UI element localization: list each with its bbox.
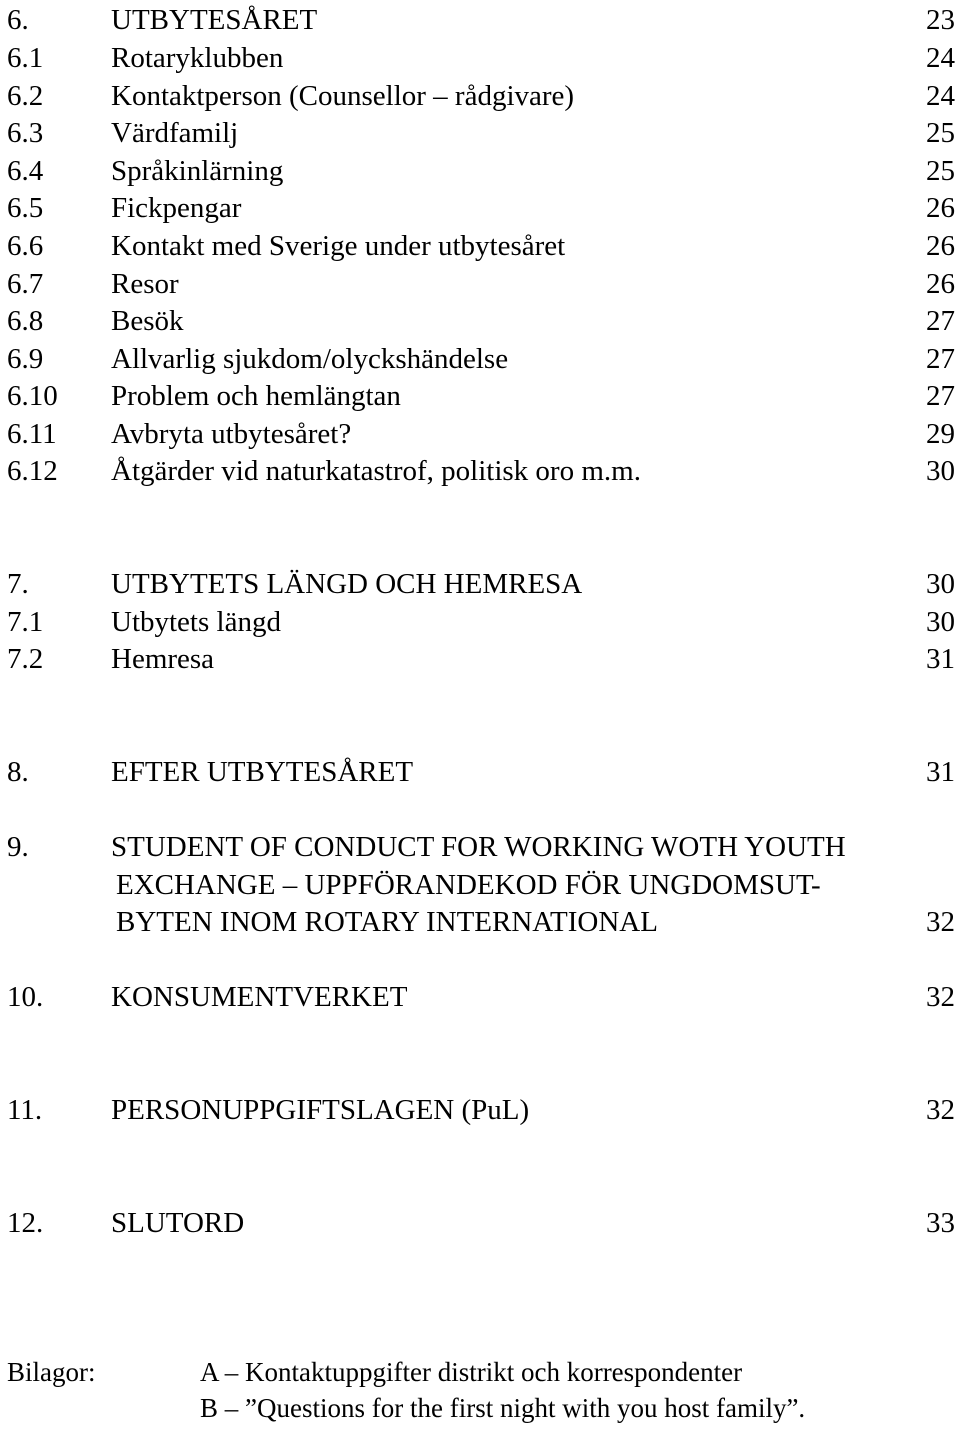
toc-page-number: 30 — [926, 568, 955, 600]
toc-title: Värdfamilj — [111, 117, 239, 149]
toc-entry-section-7 — [0, 570, 960, 604]
toc-title: EFTER UTBYTESÅRET — [111, 756, 414, 788]
toc-entry-6-4 — [0, 157, 960, 191]
toc-title: SLUTORD — [111, 1207, 245, 1239]
toc-number: 7. — [7, 568, 29, 600]
toc-page-number: 23 — [926, 4, 955, 36]
toc-number: 6.5 — [7, 192, 44, 224]
toc-page-number: 33 — [926, 1207, 955, 1239]
toc-page-number: 26 — [926, 192, 955, 224]
toc-number: 9. — [7, 831, 29, 863]
toc-entry-6-10 — [0, 382, 960, 416]
toc-entry-7-2 — [0, 645, 960, 679]
toc-page-number: 27 — [926, 343, 955, 375]
toc-title: KONSUMENTVERKET — [111, 981, 408, 1013]
toc-page-number: 30 — [926, 455, 955, 487]
toc-page-number: 29 — [926, 418, 955, 450]
toc-number: 6.1 — [7, 42, 44, 74]
toc-number: 6.9 — [7, 343, 44, 375]
toc-page-number: 25 — [926, 155, 955, 187]
appendix-item: A – Kontaktuppgifter distrikt och korrespondenter — [200, 1357, 743, 1387]
toc-title: Kontakt med Sverige under utbytesåret — [111, 230, 566, 262]
toc-number: 12. — [7, 1207, 44, 1239]
toc-number: 10. — [7, 981, 44, 1013]
toc-page-number: 26 — [926, 230, 955, 262]
toc-entry-6-3 — [0, 119, 960, 153]
toc-entry-6-9 — [0, 345, 960, 379]
toc-entry-section-10 — [0, 983, 960, 1017]
toc-number: 6.12 — [7, 455, 58, 487]
toc-page-number: 31 — [926, 756, 955, 788]
toc-page-number: 32 — [926, 906, 955, 938]
toc-number: 6.8 — [7, 305, 44, 337]
toc-number: 7.1 — [7, 606, 44, 638]
toc-title: Avbryta utbytesåret? — [111, 418, 352, 450]
toc-page-number: 32 — [926, 981, 955, 1013]
toc-number: 6.10 — [7, 380, 58, 412]
toc-entry-7-1 — [0, 608, 960, 642]
toc-title: UTBYTETS LÄNGD OCH HEMRESA — [111, 568, 583, 600]
toc-page-number: 26 — [926, 268, 955, 300]
toc-entry-6-12 — [0, 457, 960, 491]
toc-entry-6-7 — [0, 270, 960, 304]
toc-title: Fickpengar — [111, 192, 242, 224]
toc-number: 6.4 — [7, 155, 44, 187]
toc-entry-6-8 — [0, 307, 960, 341]
toc-entry-section-12 — [0, 1209, 960, 1243]
toc-entry-6-11 — [0, 420, 960, 454]
toc-page-number: 30 — [926, 606, 955, 638]
toc-entry-section-6 — [0, 6, 960, 40]
toc-title: PERSONUPPGIFTSLAGEN (PuL) — [111, 1094, 530, 1126]
toc-entry-section-9 — [0, 833, 960, 867]
toc-page-number: 31 — [926, 643, 955, 675]
appendix-entry-b — [0, 1395, 960, 1429]
toc-number: 6. — [7, 4, 29, 36]
toc-number: 6.6 — [7, 230, 44, 262]
toc-title: Rotaryklubben — [111, 42, 284, 74]
toc-page-number: 24 — [926, 42, 955, 74]
toc-number: 6.3 — [7, 117, 44, 149]
toc-page-number: 32 — [926, 1094, 955, 1126]
toc-title: Utbytets längd — [111, 606, 281, 638]
toc-number: 8. — [7, 756, 29, 788]
toc-title: Kontaktperson (Counsellor – rådgivare) — [111, 80, 575, 112]
toc-title: Åtgärder vid naturkatastrof, politisk oro m.m. — [111, 455, 641, 487]
toc-title: STUDENT OF CONDUCT FOR WORKING WOTH YOUTH — [111, 831, 846, 863]
toc-title: UTBYTESÅRET — [111, 4, 318, 36]
appendix-entry-a — [0, 1359, 960, 1393]
toc-entry-section-8 — [0, 758, 960, 792]
toc-title: Problem och hemlängtan — [111, 380, 401, 412]
appendix-item: B – ”Questions for the first night with you host family”. — [200, 1393, 806, 1423]
toc-number: 6.11 — [7, 418, 57, 450]
appendices-label: Bilagor: — [7, 1357, 96, 1387]
toc-title: Språkinlärning — [111, 155, 284, 187]
toc-title-continued: EXCHANGE – UPPFÖRANDEKOD FÖR UNGDOMSUT- — [116, 869, 821, 901]
toc-page-number: 24 — [926, 80, 955, 112]
toc-title: Allvarlig sjukdom/olyckshändelse — [111, 343, 509, 375]
toc-title-continued: BYTEN INOM ROTARY INTERNATIONAL — [116, 906, 658, 938]
toc-title: Besök — [111, 305, 184, 337]
toc-title: Resor — [111, 268, 179, 300]
toc-number: 11. — [7, 1094, 43, 1126]
toc-entry-6-2 — [0, 82, 960, 116]
toc-entry-6-5 — [0, 194, 960, 228]
toc-entry-6-6 — [0, 232, 960, 266]
toc-page-number: 27 — [926, 380, 955, 412]
toc-number: 6.2 — [7, 80, 44, 112]
toc-entry-section-11 — [0, 1096, 960, 1130]
toc-page-number: 27 — [926, 305, 955, 337]
toc-page-number: 25 — [926, 117, 955, 149]
toc-entry-section-9-line-2 — [0, 871, 960, 905]
toc-entry-section-9-line-3 — [0, 908, 960, 942]
toc-number: 6.7 — [7, 268, 44, 300]
toc-entry-6-1 — [0, 44, 960, 78]
toc-title: Hemresa — [111, 643, 215, 675]
toc-number: 7.2 — [7, 643, 44, 675]
